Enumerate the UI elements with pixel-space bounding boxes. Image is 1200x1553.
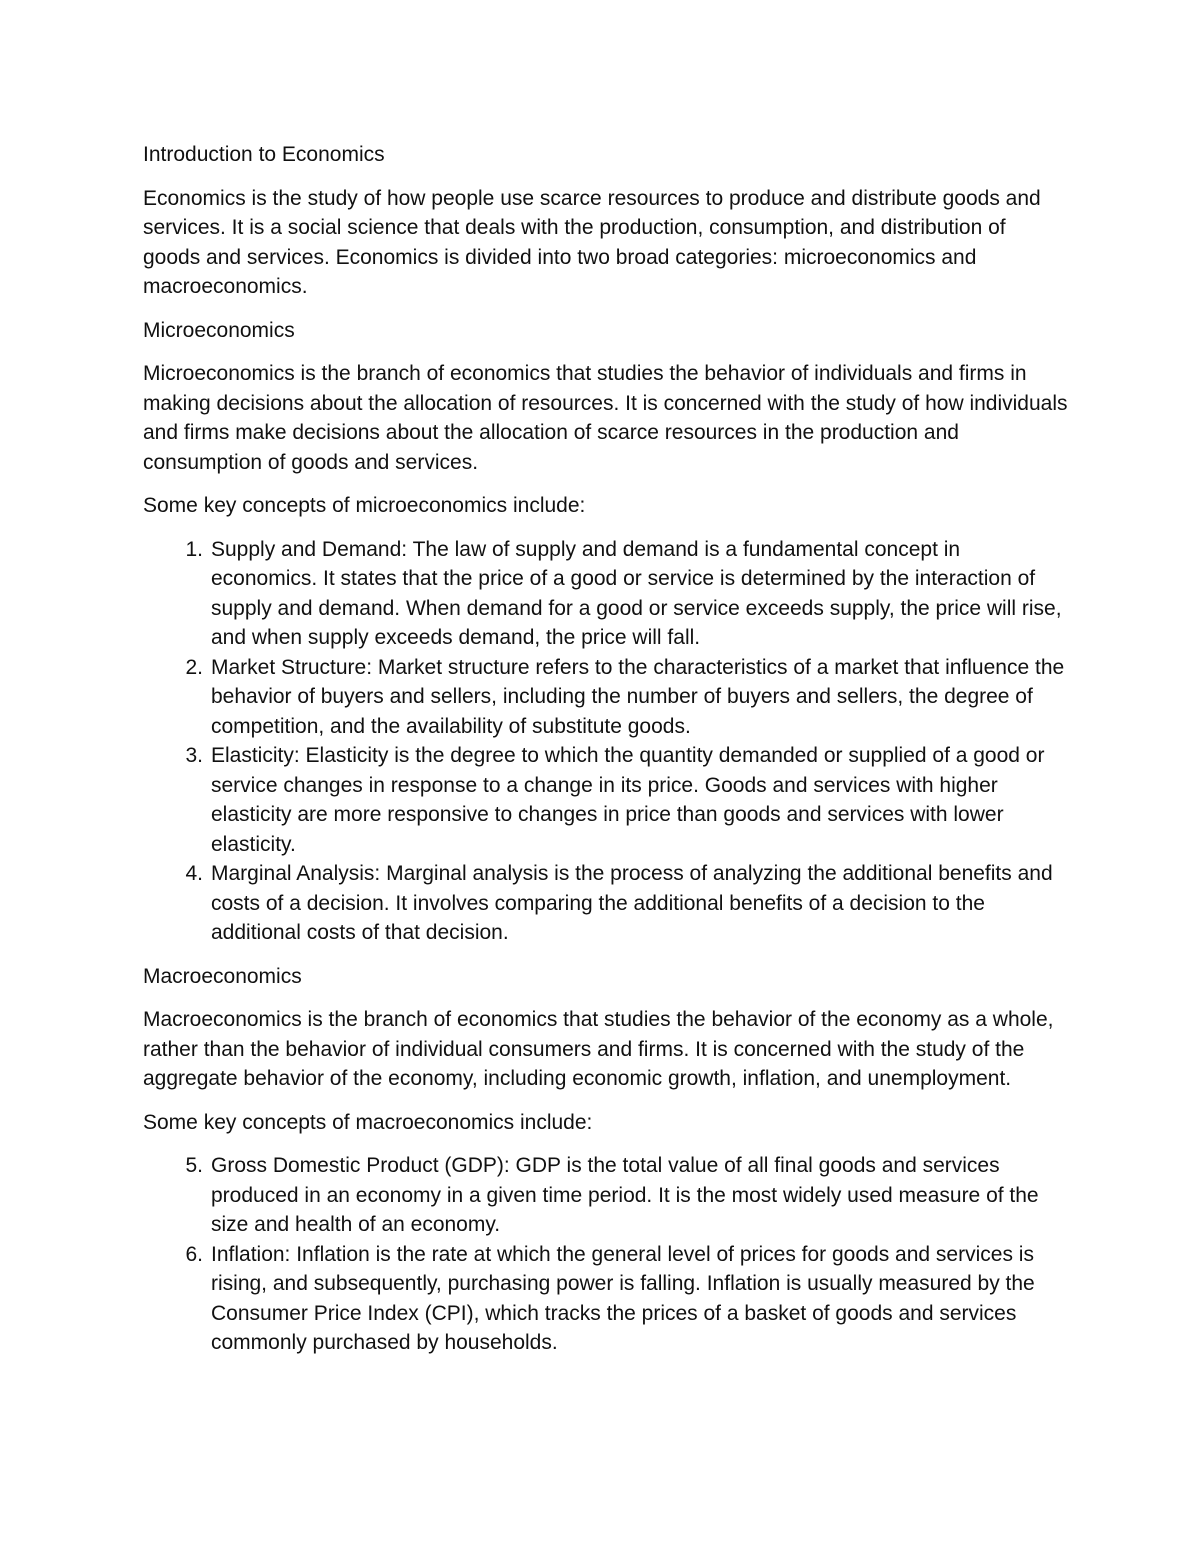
list-item-text: Inflation: Inflation is the rate at which the general level of prices for goods and services is rising, and subsequently, purchasing power is falling. Inflation is usually measured by the Consumer Price Index (CPI), which tracks the prices of a basket of goods and services commonly purchased by households. bbox=[211, 1242, 1035, 1354]
list-item-number: 6. bbox=[185, 1242, 203, 1266]
list-item-text: Elasticity: Elasticity is the degree to which the quantity demanded or supplied of a good or service changes in response to a change in its price. Goods and services with higher elasticity are more responsive to changes in price than goods and services with lower elasticity. bbox=[211, 744, 1045, 856]
micro-paragraph: Microeconomics is the branch of economics that studies the behavior of individuals and firms in making decisions about the allocation of resources. It is concerned with the study of how individuals and firms make decisions about the allocation of scarce resources in the production and consumption of goods and services. bbox=[143, 362, 1068, 474]
list-item-text: Supply and Demand: The law of supply and demand is a fundamental concept in economics. It states that the price of a good or service is determined by the interaction of supply and demand. When demand for a good or service exceeds supply, the price will rise, and when supply exceeds demand, the price will fall. bbox=[211, 537, 1062, 649]
macro-heading: Macroeconomics bbox=[143, 964, 302, 988]
list-item-number: 3. bbox=[185, 744, 203, 767]
list-item-number: 1. bbox=[185, 537, 203, 561]
list-item bbox=[143, 1240, 1068, 1358]
micro-list-lead: Some key concepts of microeconomics include: bbox=[143, 494, 586, 517]
micro-heading: Microeconomics bbox=[143, 318, 295, 342]
list-item bbox=[143, 741, 1068, 859]
document-page bbox=[143, 140, 1068, 1372]
list-item bbox=[143, 535, 1068, 653]
macro-list-lead: Some key concepts of macroeconomics include: bbox=[143, 1110, 593, 1134]
document-title: Introduction to Economics bbox=[143, 143, 385, 166]
macro-concepts-list bbox=[143, 1151, 1068, 1358]
list-item-text: Marginal Analysis: Marginal analysis is the process of analyzing the additional benefits and costs of a decision. It involves comparing the additional benefits of a decision to the additional costs of that decision. bbox=[211, 862, 1053, 944]
list-item-text: Market Structure: Market structure refers to the characteristics of a market that influence the behavior of buyers and sellers, including the number of buyers and sellers, the degree of competition, and the availability of substitute goods. bbox=[211, 655, 1065, 738]
list-item-number: 5. bbox=[185, 1154, 203, 1177]
list-item-number: 4. bbox=[185, 862, 203, 885]
list-item-text: Gross Domestic Product (GDP): GDP is the total value of all final goods and services produced in an economy in a given time period. It is the most widely used measure of the size and health of an economy. bbox=[211, 1154, 1039, 1236]
list-item-number: 2. bbox=[185, 655, 203, 679]
list-item bbox=[143, 653, 1068, 742]
micro-concepts-list bbox=[143, 535, 1068, 948]
macro-paragraph: Macroeconomics is the branch of economics that studies the behavior of the economy as a whole, rather than the behavior of individual consumers and firms. It is concerned with the study of the aggregate behavior of the economy, including economic growth, inflation, and unemployment. bbox=[143, 1008, 1054, 1090]
list-item bbox=[143, 1151, 1068, 1240]
list-item bbox=[143, 859, 1068, 948]
intro-paragraph: Economics is the study of how people use scarce resources to produce and distribute goods and services. It is a social science that deals with the production, consumption, and distribution of goods and services. Economics is divided into two broad categories: microeconomics and macroeconomics. bbox=[143, 186, 1041, 298]
